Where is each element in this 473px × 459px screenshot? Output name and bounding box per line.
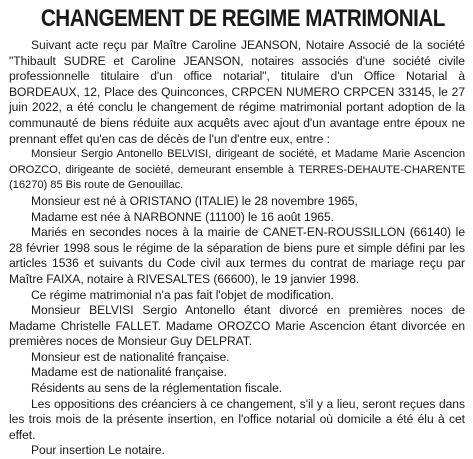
notice-paragraph-divorces: Monsieur BELVISI Sergio Antonello étant divorcé en premières noces de Madame Christelle FALLET. Madame OROZCO Marie Ascencion étant divorcée en premières noces de Monsieur Guy DELPRAT. — [9, 303, 465, 349]
notice-paragraph-husband-birth: Monsieur est né à ORISTANO (ITALIE) le 28 novembre 1965, — [31, 193, 358, 208]
notice-paragraph-spouses: Monsieur Sergio Antonello BELVISI, dirigeant de société, et Madame Marie Ascencion OROZCO, dirigeante de société, demeurant ensemble à TERRES-DEHAUTE-CHARENTE (16270) 85 Bis route de Genouillac. — [9, 148, 465, 192]
notice-title: CHANGEMENT DE REGIME MATRIMONIAL — [40, 5, 445, 32]
notice-paragraph-husband-nationality: Monsieur est de nationalité française. — [31, 349, 230, 364]
notice-paragraph-fiscal-residence: Résidents au sens de la réglementation fiscale. — [31, 381, 283, 396]
notice-paragraph-marriage: Mariés en secondes noces à la mairie de CANET-EN-ROUSSILLON (66140) le 28 février 1998 sous le régime de la séparation de biens pure et simple défini par les articles 1536 et suivants du Code civil aux termes du contrat de mariage reçu par Maître FAIXA, notaire à RIVESALTES (66600), le 19 janvier 1998. — [9, 225, 465, 286]
notice-paragraph-wife-birth: Madame est née à NARBONNE (11100) le 16 août 1965. — [31, 209, 334, 224]
notice-body — [9, 38, 465, 459]
notice-paragraph-deed: Suivant acte reçu par Maître Caroline JEANSON, Notaire Associé de la société "Thibault SUDRE et Caroline JEANSON, notaires associés d'une société civile professionnelle titulaire d'un office notarial", titulaire d'un Office Notarial à BORDEAUX, 12, Place des Quinconces, CRPCEN NUMERO CRPCEN 33145, le 27 juin 2022, a été conclu le changement de régime matrimonial portant adoption de la communauté de biens réduite aux acquêts avec ajout d'un avantage entre époux ne prennant effet qu'en cas de décès de l'un d'entre eux, entre : — [9, 38, 465, 146]
notice-paragraph-signature: Pour insertion Le notaire. — [31, 443, 165, 458]
notice-paragraph-oppositions: Les oppositions des créanciers à ce changement, s'il y a lieu, seront reçues dans les trois mois de la présente insertion, en l'office notarial où domicile a été élu à cet effet. — [9, 396, 465, 442]
notice-paragraph-no-modification: Ce régime matrimonial n'a pas fait l'objet de modification. — [31, 287, 334, 302]
notice-paragraph-wife-nationality: Madame est de nationalité française. — [31, 365, 227, 380]
